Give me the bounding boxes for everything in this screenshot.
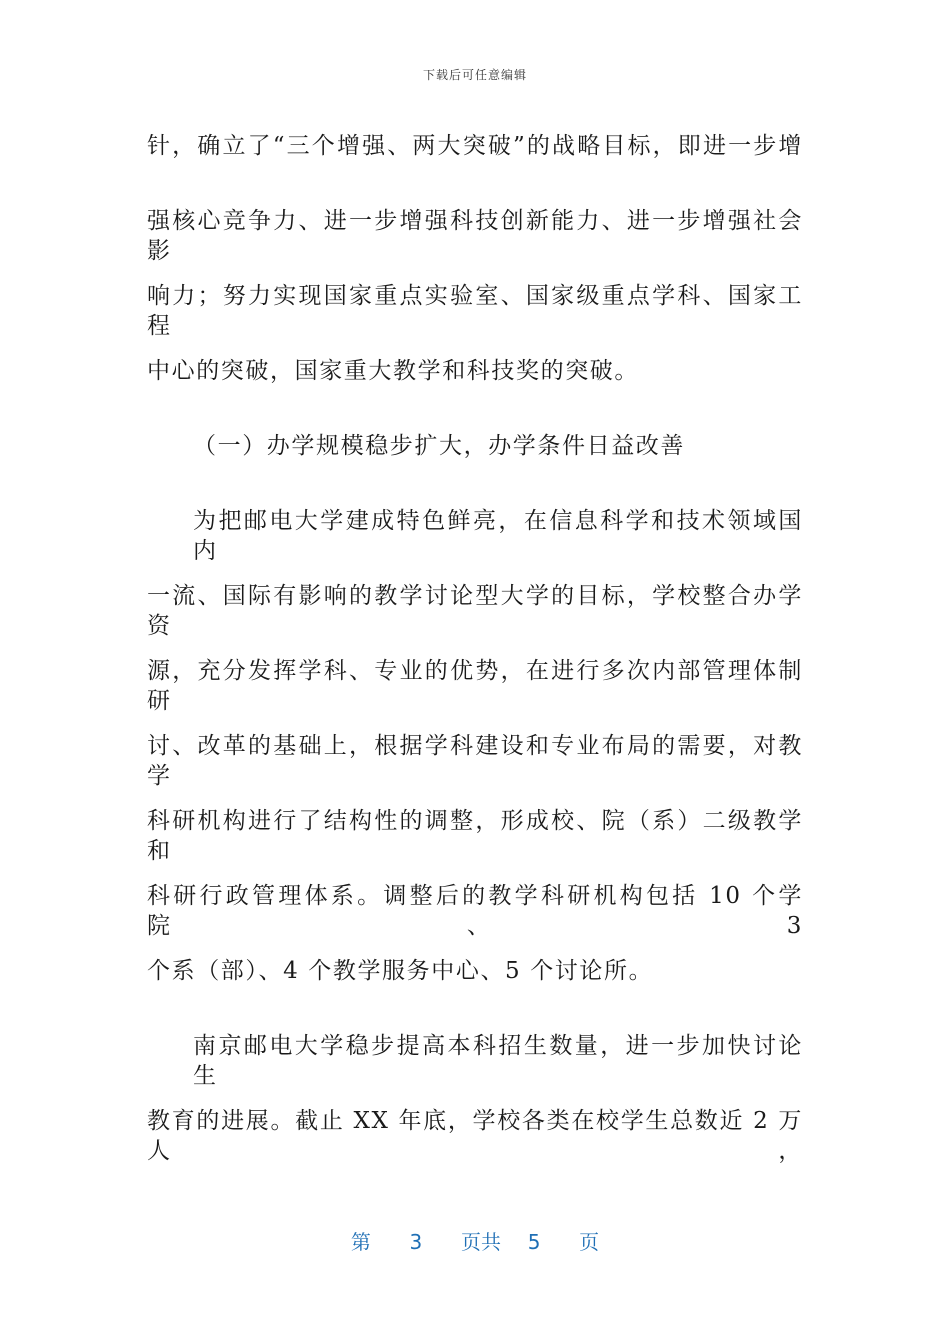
body-line-9: 讨、改革的基础上，根据学科建设和专业布局的需要，对教学	[147, 733, 803, 789]
body-line-13: 南京邮电大学稳步提高本科招生数量，进一步加快讨论生	[193, 1033, 803, 1089]
footer-page-total: 5	[527, 1230, 541, 1254]
body-line-4: 中心的突破，国家重大教学和科技奖的突破。	[147, 358, 639, 384]
body-line-11: 科研行政管理体系。调整后的教学科研机构包括 10 个学院、3	[147, 883, 803, 939]
footer-page-of-label: 页共	[461, 1230, 501, 1254]
page-header-note: 下载后可任意编辑	[422, 68, 527, 82]
section-heading: （一）办学规模稳步扩大，办学条件日益改善	[193, 433, 685, 459]
body-line-1: 针，确立了“三个增强、两大突破”的战略目标，即进一步增	[147, 133, 803, 159]
page-footer	[0, 1226, 950, 1255]
body-line-8: 源，充分发挥学科、专业的优势，在进行多次内部管理体制研	[147, 658, 803, 714]
body-line-7: 一流、国际有影响的教学讨论型大学的目标，学校整合办学资	[147, 583, 803, 639]
body-line-14: 教育的进展。截止 XX 年底，学校各类在校学生总数近 2 万人，	[147, 1108, 803, 1164]
body-line-3: 响力；努力实现国家重点实验室、国家级重点学科、国家工程	[147, 283, 803, 339]
body-line-6: 为把邮电大学建成特色鲜亮，在信息科学和技术领域国内	[193, 508, 803, 564]
footer-page-current: 3	[409, 1230, 423, 1254]
body-line-10: 科研机构进行了结构性的调整，形成校、院（系）二级教学和	[147, 808, 803, 864]
footer-page-suffix: 页	[579, 1230, 600, 1254]
body-line-2: 强核心竞争力、进一步增强科技创新能力、进一步增强社会影	[147, 208, 803, 264]
footer-page-label: 第	[350, 1230, 371, 1254]
body-line-12: 个系（部）、4 个教学服务中心、5 个讨论所。	[147, 958, 654, 984]
